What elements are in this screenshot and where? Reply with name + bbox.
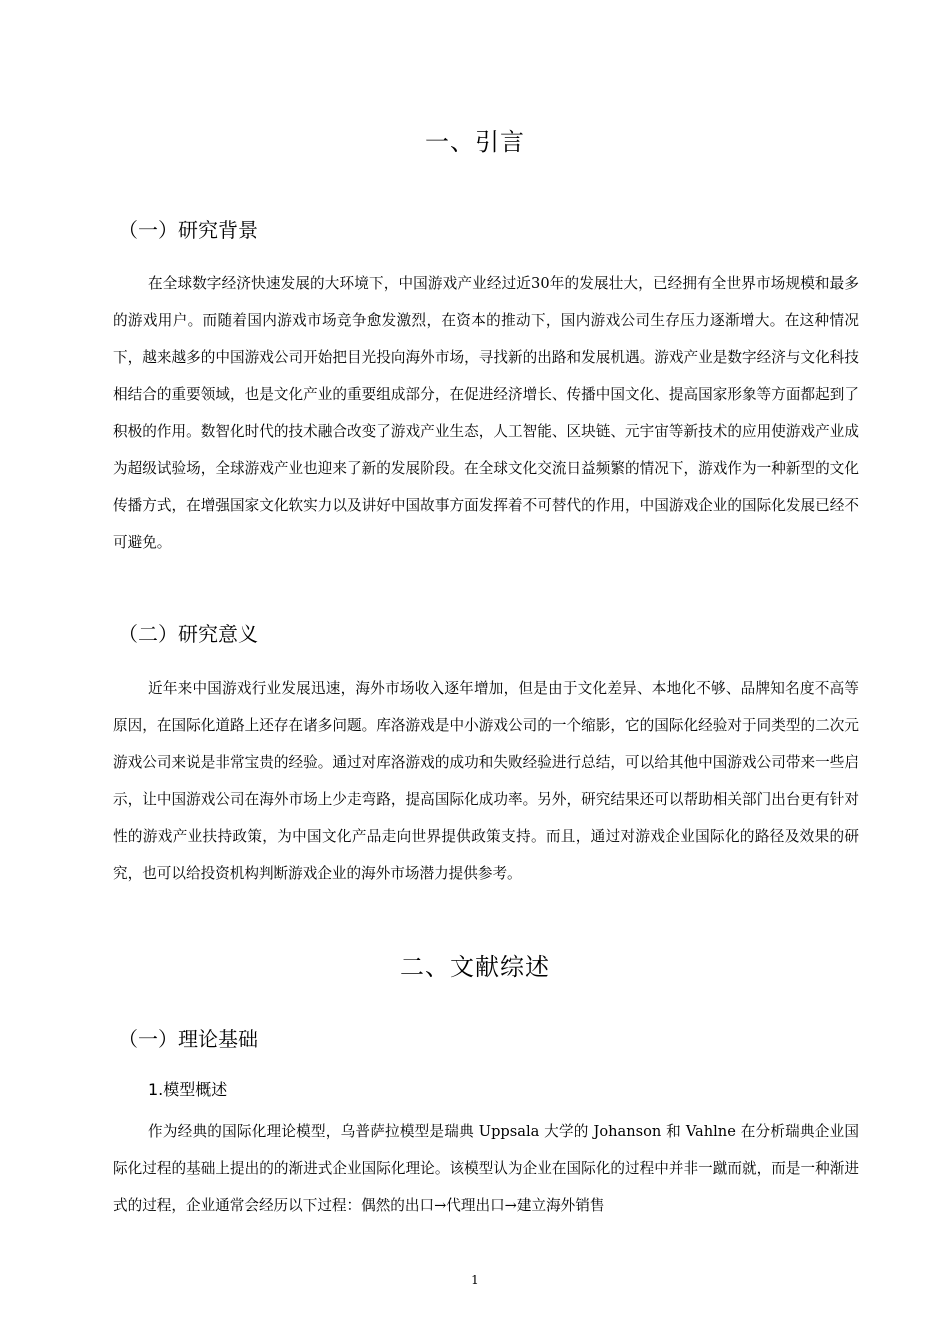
- subsection-heading-research-significance: （二）研究意义: [118, 622, 258, 646]
- subsection-heading-theoretical-basis: （一）理论基础: [118, 1027, 258, 1051]
- item-heading-model-overview: 1.模型概述: [148, 1080, 228, 1099]
- paragraph-research-background: 在全球数字经济快速发展的大环境下，中国游戏产业经过近30年的发展壮大，已经拥有全世界市场规模和最多的游戏用户。而随着国内游戏市场竞争愈发激烈，在资本的推动下，国内游戏公司生存压力逐渐增大。在这种情况下，越来越多的中国游戏公司开始把目光投向海外市场，寻找新的出路和发展机遇。游戏产业是数字经济与文化科技相结合的重要领域，也是文化产业的重要组成部分，在促进经济增长、传播中国文化、提高国家形象等方面都起到了积极的作用。数智化时代的技术融合改变了游戏产业生态，人工智能、区块链、元宇宙等新技术的应用使游戏产业成为超级试验场，全球游戏产业也迎来了新的发展阶段。在全球文化交流日益频繁的情况下，游戏作为一种新型的文化传播方式，在增强国家文化软实力以及讲好中国故事方面发挥着不可替代的作用，中国游戏企业的国际化发展已经不可避免。: [113, 275, 859, 551]
- paragraph-research-significance: 近年来中国游戏行业发展迅速，海外市场收入逐年增加，但是由于文化差异、本地化不够、品牌知名度不高等原因，在国际化道路上还存在诸多问题。库洛游戏是中小游戏公司的一个缩影，它的国际化经验对于同类型的二次元游戏公司来说是非常宝贵的经验。通过对库洛游戏的成功和失败经验进行总结，可以给其他中国游戏公司带来一些启示，让中国游戏公司在海外市场上少走弯路，提高国际化成功率。另外，研究结果还可以帮助相关部门出台更有针对性的游戏产业扶持政策，为中国文化产品走向世界提供政策支持。而且，通过对游戏企业国际化的路径及效果的研究，也可以给投资机构判断游戏企业的海外市场潜力提供参考。: [113, 680, 859, 882]
- section-heading-introduction: 一、引言: [425, 128, 525, 156]
- paragraph-model-overview: 作为经典的国际化理论模型，乌普萨拉模型是瑞典 Uppsala 大学的 Johanson 和 Vahlne 在分析瑞典企业国际化过程的基础上提出的的渐进式企业国际化理论。该模型认为企业在国际化的过程中并非一蹴而就，而是一种渐进式的过程，企业通常会经历以下过程：偶然的出口→代理出口→建立海外销售: [113, 1123, 859, 1214]
- section-heading-literature-review: 二、文献综述: [400, 953, 550, 981]
- page-number: 1: [471, 1273, 479, 1287]
- subsection-heading-research-background: （一）研究背景: [118, 218, 258, 242]
